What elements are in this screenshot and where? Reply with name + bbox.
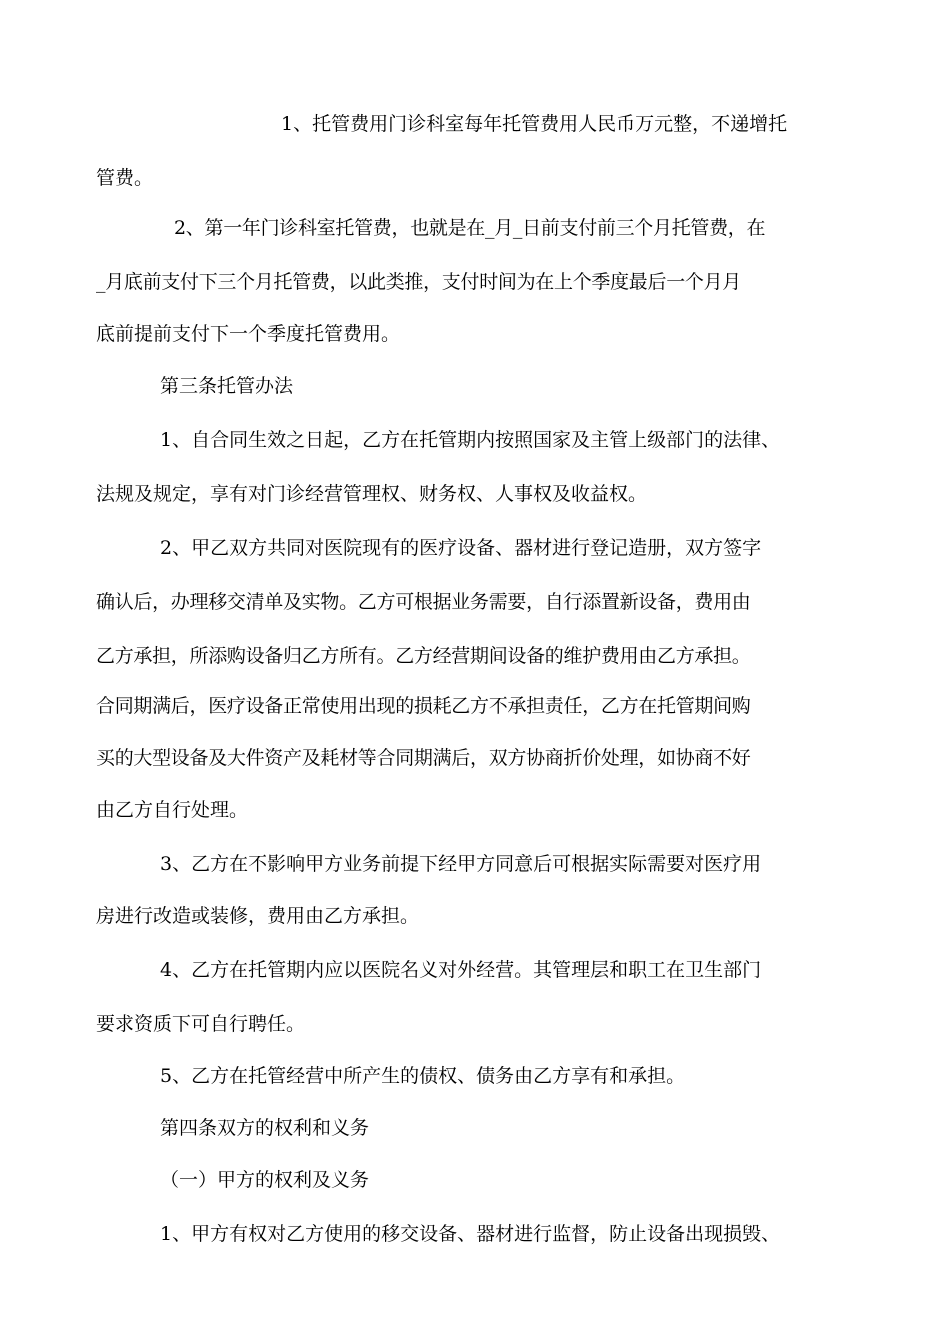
section-heading: 第四条双方的权利和义务 [160,1117,370,1139]
text-line: 4、乙方在托管期内应以医院名义对外经营。其管理层和职工在卫生部门 [160,959,762,981]
subsection-heading: （一）甲方的权利及义务 [160,1169,370,1191]
section-heading: 第三条托管办法 [160,375,294,397]
text-line: 房进行改造或装修，费用由乙方承担。 [96,905,420,927]
text-line: 1、自合同生效之日起，乙方在托管期内按照国家及主管上级部门的法律、 [160,429,781,451]
text-line: 要求资质下可自行聘任。 [96,1013,306,1035]
text-line: 由乙方自行处理。 [96,799,249,821]
text-line: 法规及规定，享有对门诊经营管理权、财务权、人事权及收益权。 [96,483,648,505]
text-line: 合同期满后，医疗设备正常使用出现的损耗乙方不承担责任，乙方在托管期间购 [96,695,751,717]
text-line: 底前提前支付下一个季度托管费用。 [96,323,401,345]
text-line: 管费。 [96,167,154,189]
text-line: 1、甲方有权对乙方使用的移交设备、器材进行监督，防止设备出现损毁、 [160,1223,781,1245]
text-line: 乙方承担，所添购设备归乙方所有。乙方经营期间设备的维护费用由乙方承担。 [96,645,751,667]
text-line: 1、托管费用门诊科室每年托管费用人民币万元整，不递增托 [281,113,788,135]
text-line: 确认后，办理移交清单及实物。乙方可根据业务需要，自行添置新设备，费用由 [96,591,751,613]
text-line: 2、第一年门诊科室托管费，也就是在_月_日前支付前三个月托管费，在 [174,217,766,239]
text-line: 5、乙方在托管经营中所产生的债权、债务由乙方享有和承担。 [160,1065,686,1087]
text-line: 买的大型设备及大件资产及耗材等合同期满后，双方协商折价处理，如协商不好 [96,747,751,769]
text-line: 3、乙方在不影响甲方业务前提下经甲方同意后可根据实际需要对医疗用 [160,853,762,875]
text-line: 2、甲乙双方共同对医院现有的医疗设备、器材进行登记造册，双方签字 [160,537,762,559]
text-line: _月底前支付下三个月托管费，以此类推，支付时间为在上个季度最后一个月月 [96,271,742,293]
